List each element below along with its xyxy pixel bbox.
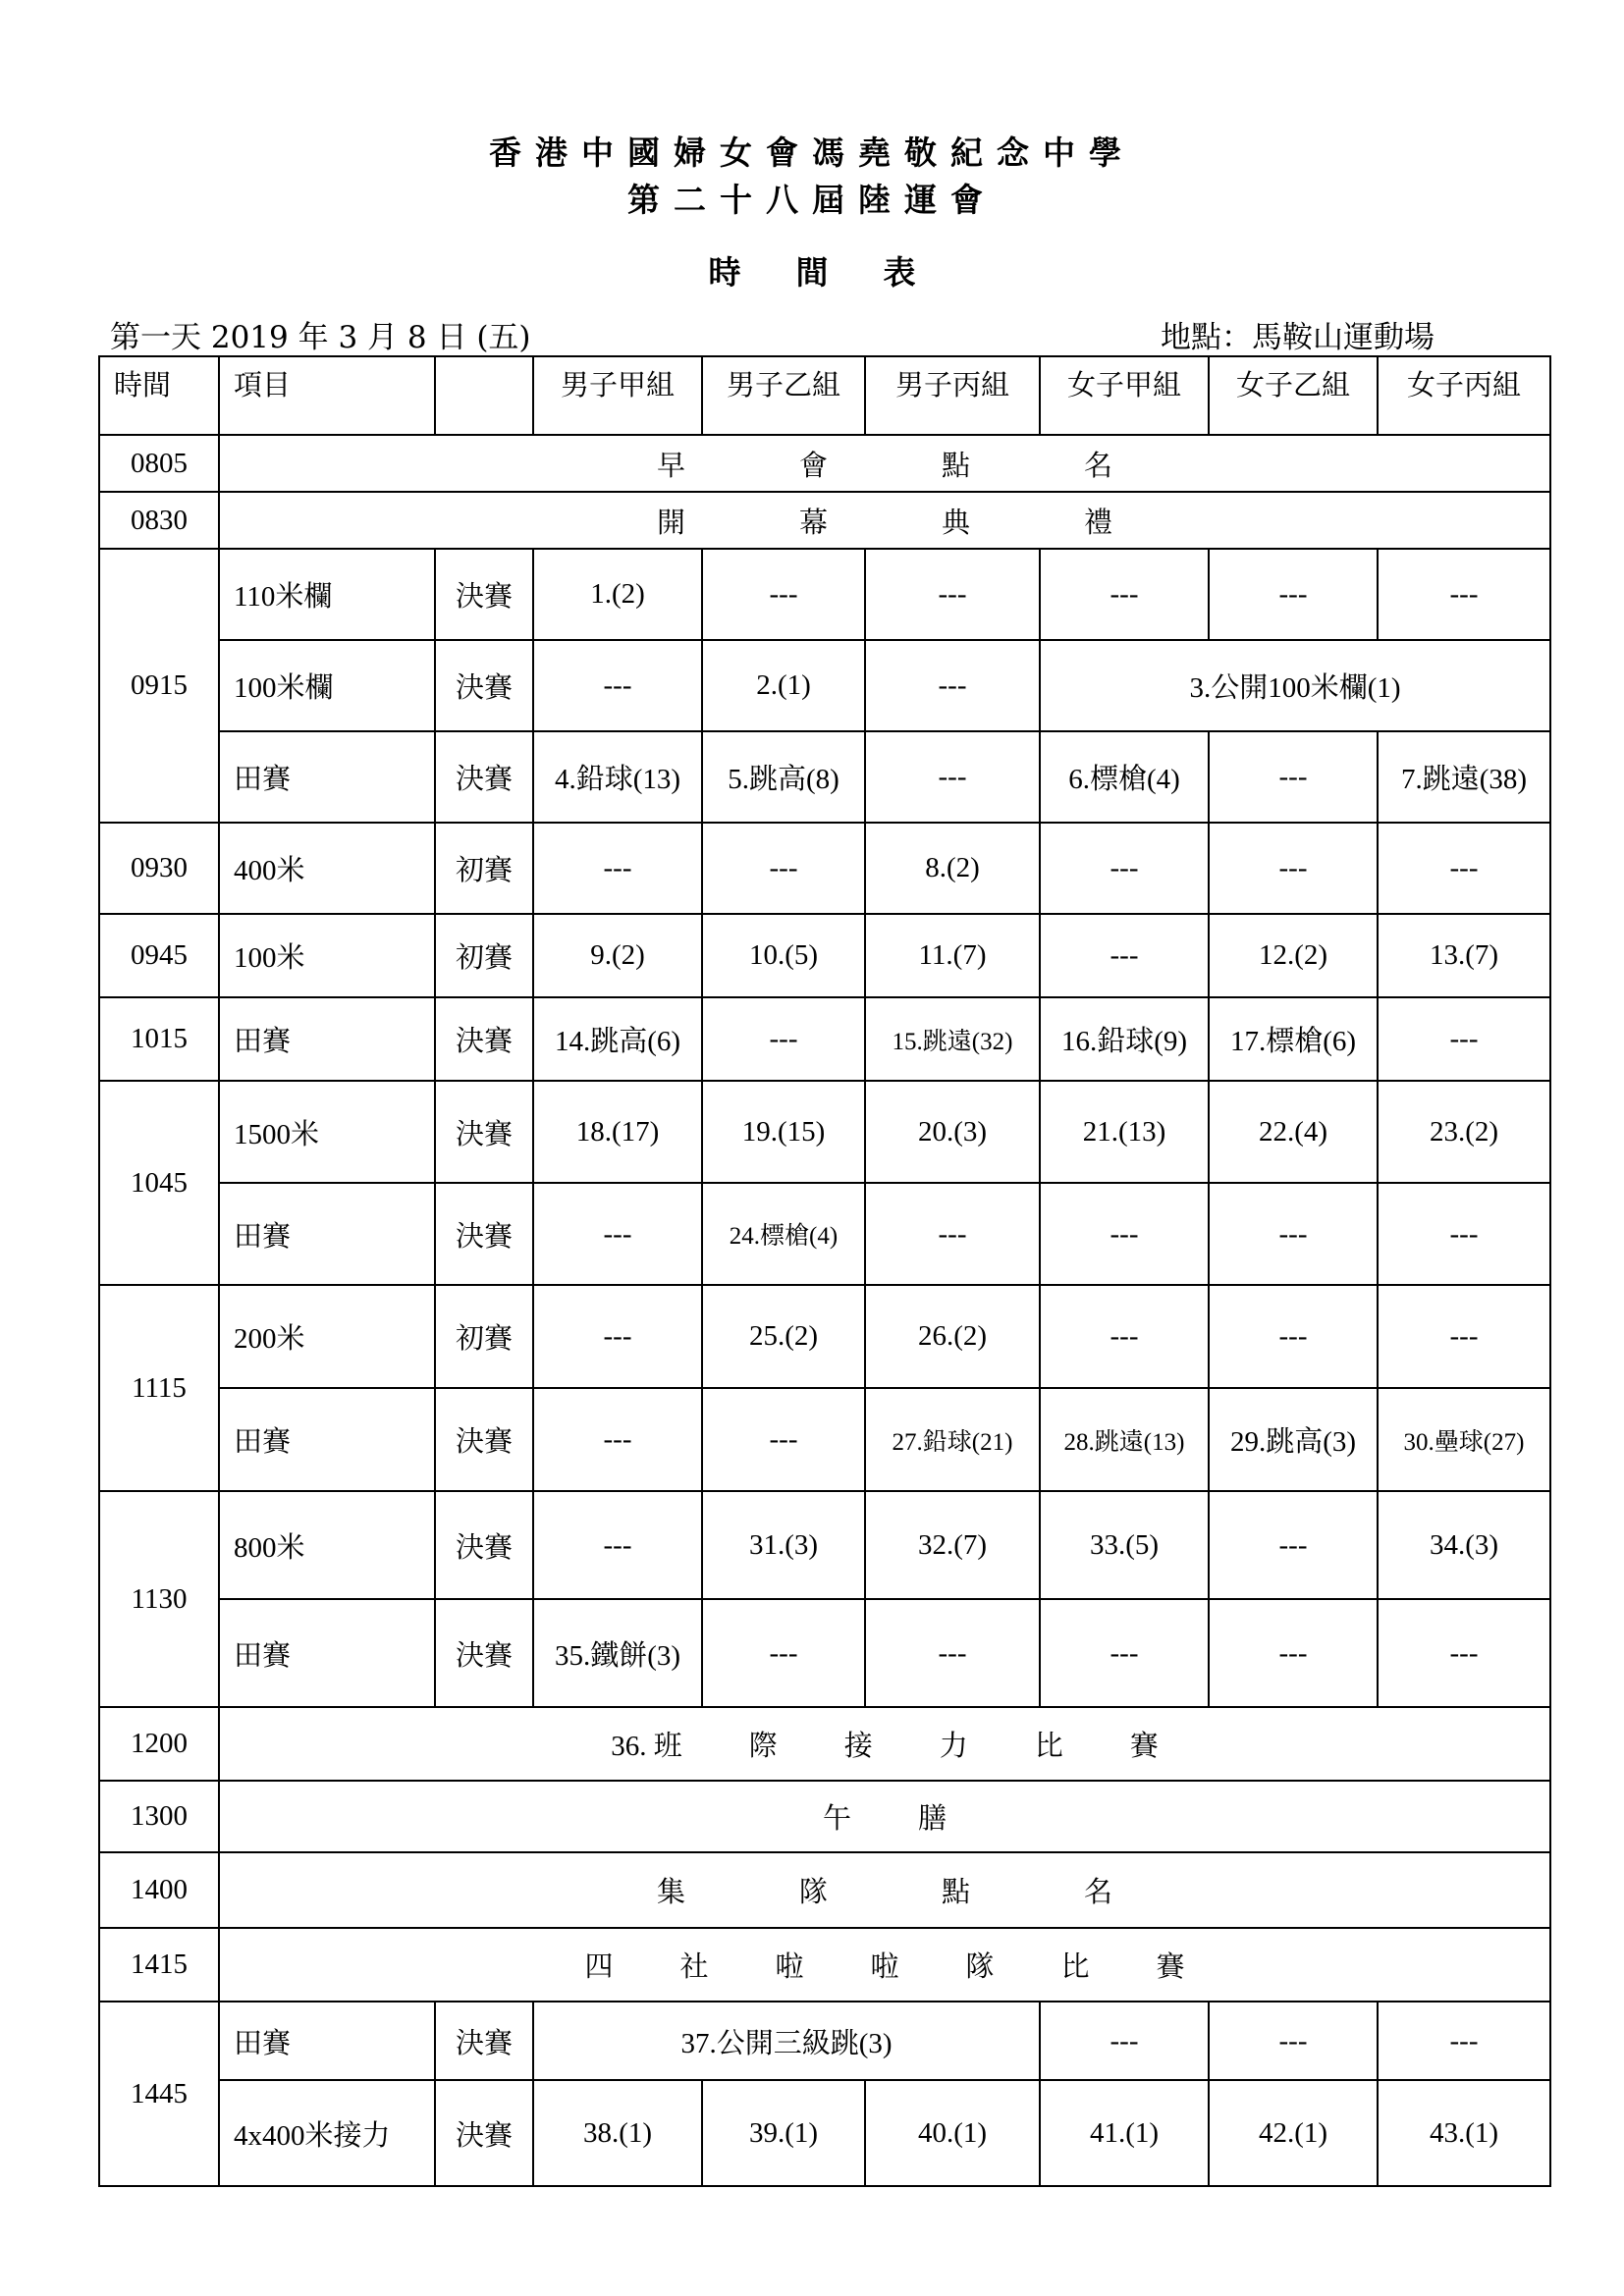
result-cell: 27.鉛球(21) xyxy=(865,1388,1040,1491)
table-row xyxy=(99,1491,1550,1599)
result-cell: --- xyxy=(865,1599,1040,1707)
time-cell: 0915 xyxy=(99,549,219,823)
result-cell: --- xyxy=(1040,914,1209,997)
result-cell: 40.(1) xyxy=(865,2080,1040,2186)
result-cell: --- xyxy=(1378,997,1550,1081)
time-cell: 0830 xyxy=(99,492,219,549)
span-char: 名 xyxy=(1084,1877,1113,1908)
span-char: 賽 xyxy=(1129,1731,1159,1762)
table-row xyxy=(99,492,1550,549)
document-title xyxy=(0,247,1624,294)
span-char: 點 xyxy=(942,450,971,482)
result-cell: 1.(2) xyxy=(533,549,702,640)
result-cell: 43.(1) xyxy=(1378,2080,1550,2186)
title-char: 間 xyxy=(795,253,829,292)
col-header-girls-c: 女子丙組 xyxy=(1378,356,1550,435)
schedule-table xyxy=(98,355,1551,2187)
result-cell: --- xyxy=(702,1388,865,1491)
result-cell: --- xyxy=(702,1599,865,1707)
span-char: 力 xyxy=(939,1731,968,1762)
session-cell xyxy=(219,1852,1550,1928)
span-char: 賽 xyxy=(1156,1951,1185,1983)
span-char: 比 xyxy=(1060,1951,1090,1983)
session-cell xyxy=(219,1928,1550,2002)
col-header-time: 時間 xyxy=(99,356,219,435)
time-cell: 1115 xyxy=(99,1285,219,1491)
table-row xyxy=(99,640,1550,731)
result-cell: --- xyxy=(1209,2002,1378,2080)
span-char: 接 xyxy=(843,1731,873,1762)
span-char: 社 xyxy=(679,1951,709,1983)
round-cell: 決賽 xyxy=(435,640,533,731)
span-char: 典 xyxy=(942,507,971,539)
table-row xyxy=(99,1852,1550,1928)
span-char: 集 xyxy=(656,1877,685,1908)
item-cell: 1500米 xyxy=(219,1081,435,1183)
merged-result-cell: 3.公開100米欄(1) xyxy=(1040,640,1550,731)
time-cell: 1130 xyxy=(99,1491,219,1707)
time-cell: 0945 xyxy=(99,914,219,997)
round-cell: 決賽 xyxy=(435,1388,533,1491)
col-header-girls-b: 女子乙組 xyxy=(1209,356,1378,435)
event-name: 第二十八屆陸運會 xyxy=(627,181,997,219)
time-cell: 1045 xyxy=(99,1081,219,1285)
span-char: 幕 xyxy=(798,507,828,539)
result-cell: 6.標槍(4) xyxy=(1040,731,1209,823)
round-cell: 決賽 xyxy=(435,731,533,823)
event-venue: 地點：馬鞍山運動場 xyxy=(1161,320,1435,355)
result-cell: 10.(5) xyxy=(702,914,865,997)
round-cell: 決賽 xyxy=(435,1183,533,1285)
item-cell: 4x400米接力 xyxy=(219,2080,435,2186)
result-cell: --- xyxy=(1378,549,1550,640)
result-cell: --- xyxy=(533,1183,702,1285)
session-cell xyxy=(219,492,1550,549)
result-cell: 4.鉛球(13) xyxy=(533,731,702,823)
result-cell: 34.(3) xyxy=(1378,1491,1550,1599)
round-cell: 初賽 xyxy=(435,914,533,997)
time-cell: 0930 xyxy=(99,823,219,914)
time-cell: 1200 xyxy=(99,1707,219,1781)
session-cell xyxy=(219,1781,1550,1852)
result-cell: --- xyxy=(1209,1491,1378,1599)
time-cell: 1400 xyxy=(99,1852,219,1928)
result-cell: 7.跳遠(38) xyxy=(1378,731,1550,823)
result-cell: 28.跳遠(13) xyxy=(1040,1388,1209,1491)
round-cell: 決賽 xyxy=(435,1599,533,1707)
round-cell: 決賽 xyxy=(435,2002,533,2080)
col-header-boys-a: 男子甲組 xyxy=(533,356,702,435)
col-header-boys-c: 男子丙組 xyxy=(865,356,1040,435)
header-row xyxy=(99,356,1550,435)
result-cell: --- xyxy=(1040,1599,1209,1707)
result-cell: 29.跳高(3) xyxy=(1209,1388,1378,1491)
result-cell: 42.(1) xyxy=(1209,2080,1378,2186)
result-cell: --- xyxy=(865,640,1040,731)
result-cell: 23.(2) xyxy=(1378,1081,1550,1183)
result-cell: 17.標槍(6) xyxy=(1209,997,1378,1081)
table-row xyxy=(99,1599,1550,1707)
result-cell: 13.(7) xyxy=(1378,914,1550,997)
table-row xyxy=(99,549,1550,640)
table-row xyxy=(99,2002,1550,2080)
col-header-item: 項目 xyxy=(219,356,435,435)
result-cell: 12.(2) xyxy=(1209,914,1378,997)
result-cell: 39.(1) xyxy=(702,2080,865,2186)
table-row xyxy=(99,1081,1550,1183)
result-cell: --- xyxy=(865,549,1040,640)
result-cell: --- xyxy=(1378,823,1550,914)
span-char: 啦 xyxy=(870,1951,899,1983)
merged-result-cell: 37.公開三級跳(3) xyxy=(533,2002,1040,2080)
time-cell: 1300 xyxy=(99,1781,219,1852)
result-cell: --- xyxy=(1040,2002,1209,2080)
span-char: 隊 xyxy=(965,1951,995,1983)
result-cell: --- xyxy=(1040,823,1209,914)
result-cell: --- xyxy=(533,1285,702,1388)
item-cell: 田賽 xyxy=(219,1388,435,1491)
table-row xyxy=(99,1707,1550,1781)
result-cell: --- xyxy=(1378,1599,1550,1707)
result-cell: --- xyxy=(702,549,865,640)
time-cell: 1415 xyxy=(99,1928,219,2002)
round-cell: 初賽 xyxy=(435,823,533,914)
item-cell: 200米 xyxy=(219,1285,435,1388)
result-cell: 14.跳高(6) xyxy=(533,997,702,1081)
result-cell: 8.(2) xyxy=(865,823,1040,914)
result-cell: 20.(3) xyxy=(865,1081,1040,1183)
result-cell: --- xyxy=(1209,731,1378,823)
result-cell: --- xyxy=(1378,1183,1550,1285)
table-row xyxy=(99,1388,1550,1491)
span-char: 點 xyxy=(942,1877,971,1908)
span-char: 午 xyxy=(822,1803,851,1835)
round-cell: 決賽 xyxy=(435,1491,533,1599)
span-char: 際 xyxy=(748,1731,778,1762)
result-cell: 16.鉛球(9) xyxy=(1040,997,1209,1081)
span-char: 36. 班 xyxy=(611,1731,682,1762)
result-cell: 38.(1) xyxy=(533,2080,702,2186)
result-cell: 19.(15) xyxy=(702,1081,865,1183)
result-cell: 22.(4) xyxy=(1209,1081,1378,1183)
item-cell: 田賽 xyxy=(219,1183,435,1285)
result-cell: --- xyxy=(1209,823,1378,914)
table-row xyxy=(99,1183,1550,1285)
span-char: 會 xyxy=(798,450,828,482)
item-cell: 400米 xyxy=(219,823,435,914)
result-cell: 26.(2) xyxy=(865,1285,1040,1388)
result-cell: --- xyxy=(1040,1285,1209,1388)
result-cell: --- xyxy=(533,1388,702,1491)
time-cell: 1015 xyxy=(99,997,219,1081)
result-cell: --- xyxy=(702,997,865,1081)
result-cell: 24.標槍(4) xyxy=(702,1183,865,1285)
item-cell: 800米 xyxy=(219,1491,435,1599)
result-cell: --- xyxy=(1209,1183,1378,1285)
result-cell: --- xyxy=(1040,1183,1209,1285)
result-cell: --- xyxy=(533,640,702,731)
span-char: 比 xyxy=(1034,1731,1063,1762)
session-cell xyxy=(219,1707,1550,1781)
table-row xyxy=(99,731,1550,823)
item-cell: 田賽 xyxy=(219,1599,435,1707)
result-cell: --- xyxy=(533,1491,702,1599)
school-name: 香港中國婦女會馮堯敬紀念中學 xyxy=(489,133,1135,172)
col-header-girls-a: 女子甲組 xyxy=(1040,356,1209,435)
result-cell: 30.壘球(27) xyxy=(1378,1388,1550,1491)
result-cell: 9.(2) xyxy=(533,914,702,997)
table-row xyxy=(99,435,1550,492)
time-cell: 1445 xyxy=(99,2002,219,2186)
result-cell: --- xyxy=(1209,1599,1378,1707)
result-cell: --- xyxy=(1209,1285,1378,1388)
result-cell: --- xyxy=(533,823,702,914)
result-cell: 25.(2) xyxy=(702,1285,865,1388)
result-cell: --- xyxy=(865,1183,1040,1285)
result-cell: --- xyxy=(1040,549,1209,640)
result-cell: --- xyxy=(702,823,865,914)
result-cell: 18.(17) xyxy=(533,1081,702,1183)
col-header-round xyxy=(435,356,533,435)
table-row xyxy=(99,2080,1550,2186)
result-cell: 2.(1) xyxy=(702,640,865,731)
item-cell: 100米 xyxy=(219,914,435,997)
result-cell: --- xyxy=(1378,1285,1550,1388)
round-cell: 決賽 xyxy=(435,1081,533,1183)
item-cell: 田賽 xyxy=(219,2002,435,2080)
time-cell: 0805 xyxy=(99,435,219,492)
round-cell: 決賽 xyxy=(435,549,533,640)
session-cell xyxy=(219,435,1550,492)
result-cell: 15.跳遠(32) xyxy=(865,997,1040,1081)
span-char: 禮 xyxy=(1084,507,1113,539)
table-row xyxy=(99,1285,1550,1388)
item-cell: 田賽 xyxy=(219,997,435,1081)
span-char: 開 xyxy=(656,507,685,539)
result-cell: --- xyxy=(865,731,1040,823)
span-char: 隊 xyxy=(798,1877,828,1908)
item-cell: 田賽 xyxy=(219,731,435,823)
result-cell: 35.鐵餅(3) xyxy=(533,1599,702,1707)
event-date: 第一天 2019 年 3 月 8 日 (五) xyxy=(110,320,531,355)
span-char: 膳 xyxy=(918,1803,947,1835)
title-char: 時 xyxy=(708,253,741,292)
table-row xyxy=(99,823,1550,914)
span-char: 早 xyxy=(656,450,685,482)
result-cell: --- xyxy=(1209,549,1378,640)
result-cell: 33.(5) xyxy=(1040,1491,1209,1599)
result-cell: 41.(1) xyxy=(1040,2080,1209,2186)
result-cell: 32.(7) xyxy=(865,1491,1040,1599)
span-char: 名 xyxy=(1084,450,1113,482)
result-cell: 31.(3) xyxy=(702,1491,865,1599)
round-cell: 決賽 xyxy=(435,997,533,1081)
round-cell: 初賽 xyxy=(435,1285,533,1388)
table-row xyxy=(99,1781,1550,1852)
span-char: 四 xyxy=(584,1951,614,1983)
result-cell: 5.跳高(8) xyxy=(702,731,865,823)
round-cell: 決賽 xyxy=(435,2080,533,2186)
table-row xyxy=(99,914,1550,997)
result-cell: 11.(7) xyxy=(865,914,1040,997)
table-row xyxy=(99,1928,1550,2002)
item-cell: 110米欄 xyxy=(219,549,435,640)
title-char: 表 xyxy=(883,253,916,292)
result-cell: --- xyxy=(1378,2002,1550,2080)
col-header-boys-b: 男子乙組 xyxy=(702,356,865,435)
table-row xyxy=(99,997,1550,1081)
item-cell: 100米欄 xyxy=(219,640,435,731)
span-char: 啦 xyxy=(775,1951,804,1983)
result-cell: 21.(13) xyxy=(1040,1081,1209,1183)
